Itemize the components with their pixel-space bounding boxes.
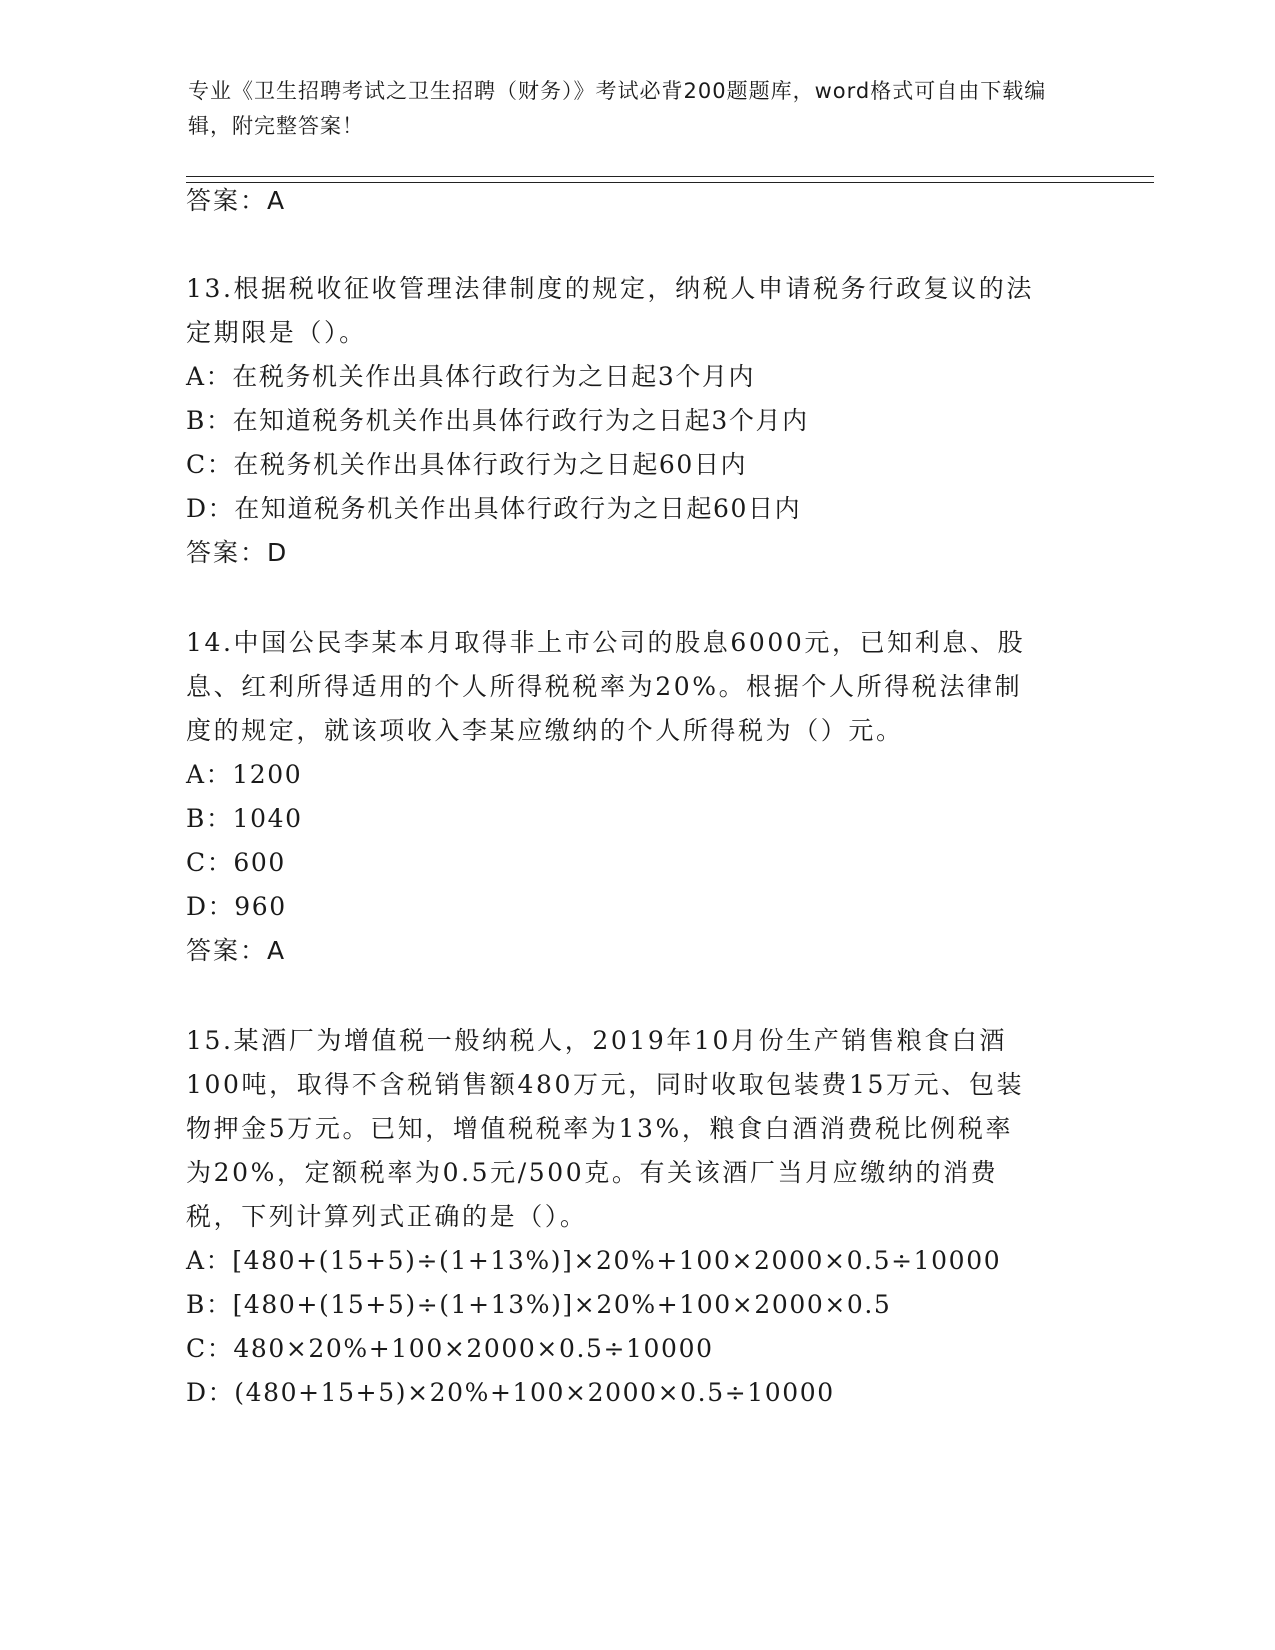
document-header: 专业《卫生招聘考试之卫生招聘（财务）》考试必背200题题库，word格式可自由下载编辑，附完整答案！ xyxy=(188,79,1047,138)
question-stem-line: 物押金5万元。已知，增值税税率为13%，粮食白酒消费税比例税率 xyxy=(186,1114,1014,1143)
question-stem-line: 14.中国公民李某本月取得非上市公司的股息6000元，已知利息、股 xyxy=(186,628,1026,657)
question-stem-line: 15.某酒厂为增值税一般纳税人，2019年10月份生产销售粮食白酒 xyxy=(186,1026,1007,1055)
answer-label: 答案：A xyxy=(186,936,287,965)
question-stem-line: 100吨，取得不含税销售额480万元，同时收取包装费15万元、包装 xyxy=(186,1070,1025,1099)
option-d: D：在知道税务机关作出具体行政行为之日起60日内 xyxy=(186,494,802,523)
answer-label: 答案：D xyxy=(186,538,289,567)
previous-answer: 答案：A xyxy=(186,186,287,215)
header-divider-bottom xyxy=(186,182,1154,183)
question-stem-line: 13.根据税收征收管理法律制度的规定，纳税人申请税务行政复议的法 xyxy=(186,274,1034,303)
option-b: B：1040 xyxy=(186,804,303,833)
option-a: A：1200 xyxy=(186,760,303,789)
option-d: D：(480+15+5)×20%+100×2000×0.5÷10000 xyxy=(186,1378,835,1407)
question-stem-line: 定期限是（）。 xyxy=(186,318,367,347)
question-stem-line: 税，下列计算列式正确的是（）。 xyxy=(186,1202,588,1231)
option-a: A：[480+(15+5)÷(1+13%)]×20%+100×2000×0.5÷10000 xyxy=(186,1246,1002,1275)
option-b: B：在知道税务机关作出具体行政行为之日起3个月内 xyxy=(186,406,809,435)
option-c: C：在税务机关作出具体行政行为之日起60日内 xyxy=(186,450,748,479)
option-c: C：600 xyxy=(186,848,286,877)
option-c: C：480×20%+100×2000×0.5÷10000 xyxy=(186,1334,714,1363)
question-stem-line: 度的规定，就该项收入李某应缴纳的个人所得税为（）元。 xyxy=(186,716,904,745)
header-divider-top xyxy=(186,176,1154,177)
option-b: B：[480+(15+5)÷(1+13%)]×20%+100×2000×0.5 xyxy=(186,1290,892,1319)
question-stem-line: 息、红利所得适用的个人所得税税率为20%。根据个人所得税法律制 xyxy=(186,672,1023,701)
question-stem-line: 为20%，定额税率为0.5元/500克。有关该酒厂当月应缴纳的消费 xyxy=(186,1158,999,1187)
option-d: D：960 xyxy=(186,892,287,921)
option-a: A：在税务机关作出具体行政行为之日起3个月内 xyxy=(186,362,756,391)
